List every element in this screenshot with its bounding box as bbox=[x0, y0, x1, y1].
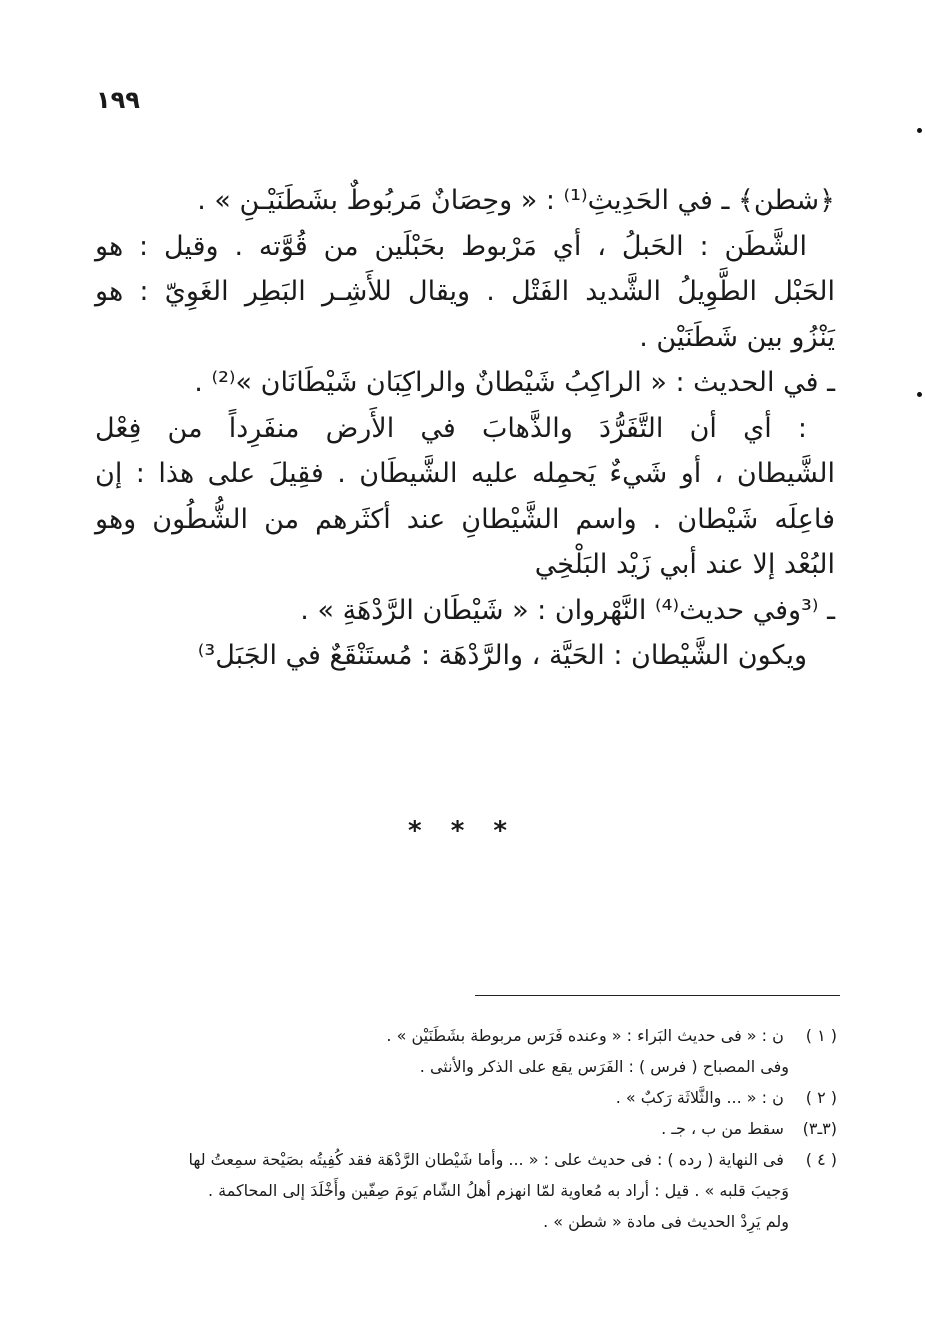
footnote-number: ( ١ ) bbox=[805, 1026, 837, 1045]
entry-line: الشَّطَن : الحَبلُ ، أي مَرْبوط بحَبْلَين من قُوَّته . وقيل : هو bbox=[95, 230, 807, 262]
entry-line: ويكون الشَّيْطان : الحَيَّة ، والرَّدْهَة : مُستَنْقَعٌ في الجَبَل³⁾ bbox=[197, 640, 807, 671]
footnote-number: ( ٤ ) bbox=[805, 1150, 837, 1169]
footnote-text: فى النهاية ( رده ) : فى حديث على : « ... وأما شَيْطان الرَّدْهَة فقد كُفِيتُه بصَيْحة سمِعتُ لها bbox=[188, 1150, 784, 1169]
entry-line: الحَبْل الطَّوِيلُ الشَّديد الفَتْل . ويقال للأَشِـر البَطِر الغَوِيّ : هو bbox=[95, 276, 835, 307]
entry-line: فاعِلَه شَيْطان . واسم الشَّيْطانِ عند أكثَرهم من الشُّطُون وهو bbox=[95, 503, 835, 535]
footnote-line bbox=[97, 1113, 837, 1144]
page-number: ١٩٩ bbox=[96, 86, 140, 114]
footnote-separator bbox=[475, 995, 840, 996]
footnote-number: (٣ـ٣) bbox=[802, 1119, 837, 1138]
entry-text bbox=[95, 178, 835, 679]
footnote-line: ولم يَرِدْ الحديث فى مادة « شطن » . bbox=[543, 1212, 789, 1231]
footnote-text: ن : « ... والثَّلاثَة رَكبٌ » . bbox=[615, 1088, 784, 1107]
entry-line: الشَّيطان ، أو شَيءٌ يَحمِله عليه الشَّيطَان . فقِيلَ على هذا : إن bbox=[95, 458, 835, 489]
entry-line: ـ في الحديث : « الراكِبُ شَيْطانٌ والراكِبَان شَيْطَانَان »⁽²⁾ . bbox=[194, 367, 835, 398]
footnote-text: سقط من ب ، جـ . bbox=[661, 1119, 784, 1138]
footnote-line bbox=[97, 1144, 837, 1175]
entry-line: البُعْد إلا عند أبي زَيْد البَلْخِي bbox=[534, 549, 835, 580]
margin-dot bbox=[917, 392, 922, 397]
entry-line: : أي أن التَّفَرُّدَ والذَّهابَ في الأَرض منفَرِداً من فِعْل bbox=[95, 412, 807, 444]
entry-line: ـ ⁽³وفي حديث⁽⁴⁾ النَّهْروان : « شَيْطَان الرَّدْهَةِ » . bbox=[300, 594, 835, 626]
margin-dot bbox=[917, 128, 922, 133]
footnote-number: ( ٢ ) bbox=[805, 1088, 837, 1107]
section-divider-stars: * * * bbox=[408, 816, 517, 846]
footnote-line: وفى المصباح ( فرس ) : الفَرَس يقع على الذكر والأنثى . bbox=[419, 1057, 789, 1076]
entry-line: يَنْزُو بين شَطَنَيْن . bbox=[639, 321, 835, 353]
footnote-text: ن : « فى حديث البَراء : « وعنده فَرَس مربوطة بشَطَنَيْن » . bbox=[386, 1026, 784, 1045]
footnote-line: وَجيبَ قلبه » . قيل : أراد به مُعاوية لمّا انهزم أهلُ الشّام يَومَ صِفّين وأَخْلَدَ إلى المحاكمة . bbox=[207, 1181, 789, 1200]
footnote-line bbox=[97, 1020, 837, 1051]
entry-line: ﴿شطن﴾ ـ في الحَدِيثِ⁽¹⁾ : « وحِصَانٌ مَربُوطٌ بشَطَنَيْـنِ » . bbox=[197, 185, 835, 216]
footnote-line bbox=[97, 1082, 837, 1113]
footnotes bbox=[97, 1020, 837, 1237]
